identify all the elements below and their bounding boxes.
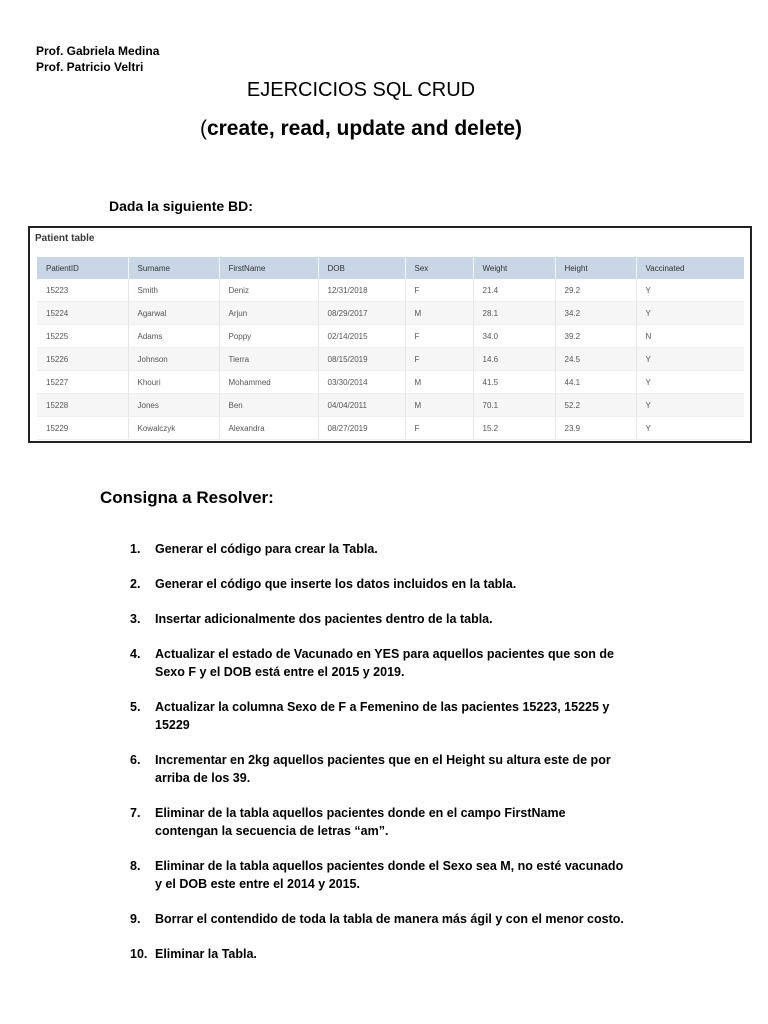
table-cell: 04/04/2011 <box>318 394 405 417</box>
table-cell: 15228 <box>37 394 128 417</box>
column-header: Vaccinated <box>636 257 744 279</box>
table-cell: F <box>405 325 473 348</box>
table-cell: F <box>405 417 473 440</box>
table-cell: Y <box>636 394 744 417</box>
table-cell: 08/29/2017 <box>318 302 405 325</box>
subtitle-paren: ( <box>199 117 207 140</box>
table-cell: 70.1 <box>473 394 555 417</box>
table-cell: F <box>405 279 473 302</box>
table-cell: 08/27/2019 <box>318 417 405 440</box>
table-cell: Alexandra <box>219 417 318 440</box>
table-row <box>37 302 744 325</box>
list-item <box>130 857 630 893</box>
table-cell: M <box>405 302 473 325</box>
table-row <box>37 394 744 417</box>
list-item <box>130 751 630 787</box>
list-item-number: 5. <box>130 700 141 714</box>
column-header: Sex <box>405 257 473 279</box>
table-cell: 44.1 <box>555 371 636 394</box>
section-title: Consigna a Resolver: <box>100 488 274 507</box>
list-item <box>130 910 630 928</box>
table-cell: Smith <box>128 279 219 302</box>
column-header: DOB <box>318 257 405 279</box>
table-row <box>37 348 744 371</box>
column-header: FirstName <box>219 257 318 279</box>
list-item-text: Generar el código que inserte los datos incluidos en la tabla. <box>155 577 517 591</box>
table-cell: Poppy <box>219 325 318 348</box>
table-cell: Agarwal <box>128 302 219 325</box>
authors-block <box>36 43 159 75</box>
table-cell: 29.2 <box>555 279 636 302</box>
list-item-text: Actualizar la columna Sexo de F a Femenino de las pacientes 15223, 15225 y 15229 <box>155 700 610 732</box>
page-title: EJERCICIOS SQL CRUD <box>246 79 476 101</box>
list-item-number: 8. <box>130 859 141 873</box>
table-cell: Tierra <box>219 348 318 371</box>
table-cell: Y <box>636 348 744 371</box>
table-row <box>37 279 744 302</box>
table-body <box>37 279 744 440</box>
list-item <box>130 575 630 593</box>
list-item-text: Borrar el contendido de toda la tabla de manera más ágil y con el menor costo. <box>155 912 624 926</box>
table-cell: 15226 <box>37 348 128 371</box>
table-row <box>37 371 744 394</box>
table-cell: Khouri <box>128 371 219 394</box>
patient-table-image <box>28 226 752 443</box>
table-cell: 15.2 <box>473 417 555 440</box>
table-cell: 41.5 <box>473 371 555 394</box>
table-cell: Y <box>636 302 744 325</box>
list-item-number: 10. <box>130 947 148 961</box>
table-cell: Y <box>636 417 744 440</box>
column-header: Surname <box>128 257 219 279</box>
table-cell: 21.4 <box>473 279 555 302</box>
table-row <box>37 417 744 440</box>
table-cell: 39.2 <box>555 325 636 348</box>
table-cell: Deniz <box>219 279 318 302</box>
list-item-text: Eliminar la Tabla. <box>155 947 257 961</box>
table-cell: 34.0 <box>473 325 555 348</box>
table-cell: 14.6 <box>473 348 555 371</box>
list-item <box>130 645 630 681</box>
table-cell: M <box>405 371 473 394</box>
table-cell: Y <box>636 279 744 302</box>
list-item-text: Actualizar el estado de Vacunado en YES para aquellos pacientes que son de Sexo F y el DOB está entre el 2015 y 2019. <box>155 647 614 679</box>
list-item <box>130 610 630 628</box>
table-cell: 52.2 <box>555 394 636 417</box>
table-cell: 23.9 <box>555 417 636 440</box>
table-cell: 24.5 <box>555 348 636 371</box>
table-cell: M <box>405 394 473 417</box>
column-header: PatientID <box>37 257 128 279</box>
table-cell: 12/31/2018 <box>318 279 405 302</box>
table-cell: F <box>405 348 473 371</box>
table-row <box>37 325 744 348</box>
table-cell: 15229 <box>37 417 128 440</box>
subtitle-text: create, read, update and delete) <box>206 117 523 140</box>
list-item-text: Generar el código para crear la Tabla. <box>155 542 378 556</box>
list-item-text: Incrementar en 2kg aquellos pacientes que en el Height su altura este de por arriba de los 39. <box>155 753 611 785</box>
table-cell: 15224 <box>37 302 128 325</box>
list-item-number: 9. <box>130 912 141 926</box>
task-list <box>130 540 630 980</box>
list-item-number: 7. <box>130 806 141 820</box>
list-item-text: Eliminar de la tabla aquellos pacientes donde el Sexo sea M, no esté vacunado y el DOB este entre el 2014 y 2015. <box>155 859 624 891</box>
list-item-number: 3. <box>130 612 141 626</box>
table-header-row <box>37 257 744 279</box>
intro-text: Dada la siguiente BD: <box>109 198 253 214</box>
table-cell: 15223 <box>37 279 128 302</box>
table-cell: N <box>636 325 744 348</box>
table-cell: Mohammed <box>219 371 318 394</box>
list-item-text: Eliminar de la tabla aquellos pacientes donde en el campo FirstName contengan la secuencia de letras “am”. <box>155 806 566 838</box>
list-item <box>130 945 630 963</box>
table-cell: 15227 <box>37 371 128 394</box>
list-item <box>130 540 630 558</box>
table-cell: Ben <box>219 394 318 417</box>
table-cell: 08/15/2019 <box>318 348 405 371</box>
author-name: Prof. Patricio Veltri <box>36 60 144 74</box>
column-header: Weight <box>473 257 555 279</box>
list-item-number: 1. <box>130 542 141 556</box>
table-cell: Jones <box>128 394 219 417</box>
table-cell: Johnson <box>128 348 219 371</box>
list-item <box>130 804 630 840</box>
table-cell: 02/14/2015 <box>318 325 405 348</box>
table-cell: 03/30/2014 <box>318 371 405 394</box>
table-cell: 34.2 <box>555 302 636 325</box>
table-cell: Adams <box>128 325 219 348</box>
list-item-number: 2. <box>130 577 141 591</box>
column-header: Height <box>555 257 636 279</box>
list-item-text: Insertar adicionalmente dos pacientes dentro de la tabla. <box>155 612 493 626</box>
table-cell: 15225 <box>37 325 128 348</box>
table-cell: Kowalczyk <box>128 417 219 440</box>
page-subtitle <box>0 117 722 141</box>
table-cell: Arjun <box>219 302 318 325</box>
author-name: Prof. Gabriela Medina <box>36 44 160 58</box>
list-item-number: 4. <box>130 647 141 661</box>
list-item <box>130 698 630 734</box>
list-item-number: 6. <box>130 753 141 767</box>
table-cell: 28.1 <box>473 302 555 325</box>
table-caption: Patient table <box>35 233 95 244</box>
patient-table <box>37 257 744 440</box>
table-cell: Y <box>636 371 744 394</box>
